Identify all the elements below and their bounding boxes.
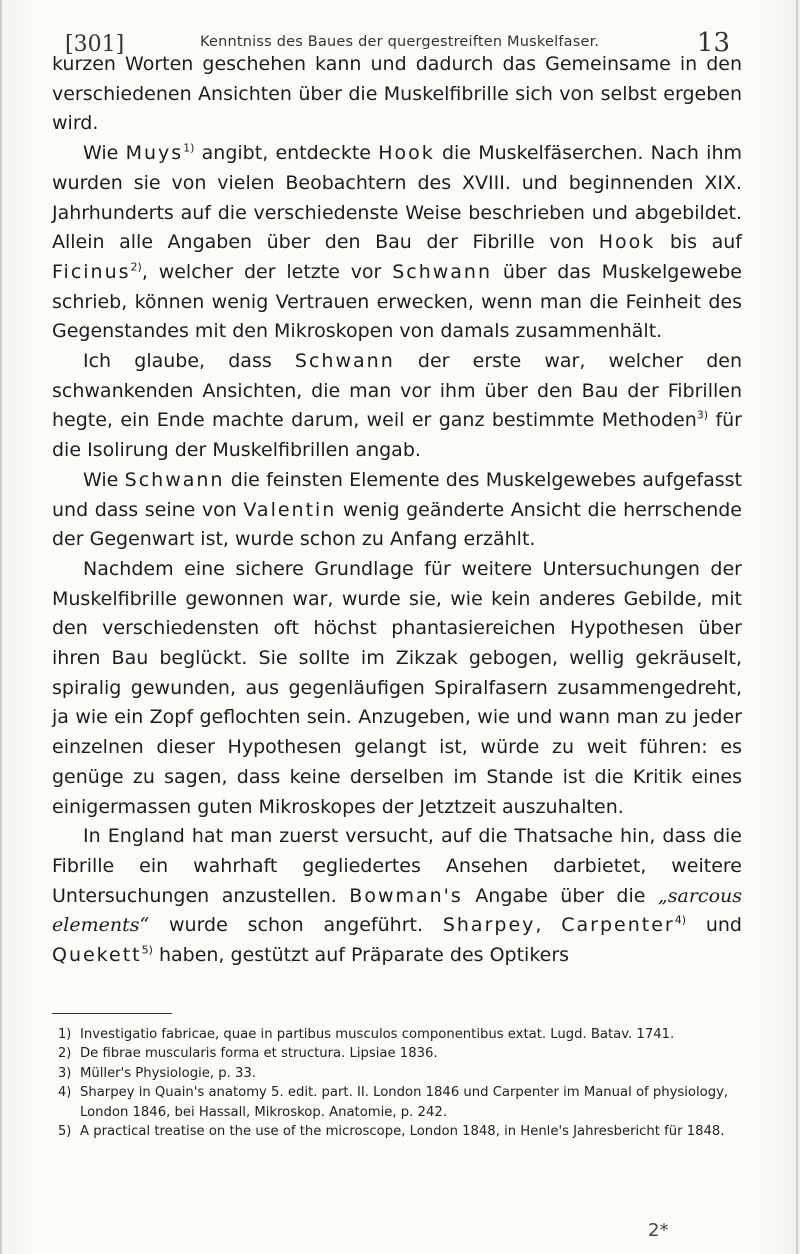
footnote-number: 2) (58, 1046, 72, 1062)
paragraph-text: die feinsten Elemente des Muskelgewebes aufgefasst und dass seine von (52, 468, 742, 521)
footnote (52, 1122, 742, 1141)
paragraph-text: haben, gestützt auf Präparate des Optikers (152, 944, 570, 967)
paragraph (52, 50, 742, 139)
paragraph-text: , welcher der letzte vor (141, 260, 393, 283)
paragraph-text: die Muskelfäserchen. Nach ihm wurden sie von vielen Beobachtern des XVIII. und beginnenden XIX. Jahrhunderts auf die verschiedenste Weise beschrieben und abgebildet. Allein alle Angaben über den Bau der Fibrille von (52, 142, 742, 254)
paragraph-text: Angabe über die (462, 884, 658, 907)
footnote-divider (52, 1013, 172, 1014)
paragraph-text: wurde schon angeführt. (149, 914, 443, 937)
page-left-edge (0, 0, 2, 1254)
footnote (52, 1064, 742, 1083)
author-name: Schwann (124, 468, 225, 491)
paragraph (52, 139, 742, 347)
running-title: Kenntniss des Baues der quergestreiften Muskelfaser. (200, 34, 600, 50)
paragraph-text: und (686, 914, 742, 937)
paragraph-text: Ich glaube, dass (83, 350, 295, 373)
author-name: Carpenter (561, 914, 675, 937)
author-name: Sharpey (442, 914, 536, 937)
footnote-text: Sharpey in Quain's anatomy 5. edit. part. II. London 1846 und Carpenter im Manual of physiology, London 1846, bei Hassall, Mikroskop. Anatomie, p. 242. (80, 1085, 729, 1120)
footnote (52, 1025, 742, 1044)
body-text (52, 50, 742, 971)
footnote-number: 1) (58, 1027, 72, 1042)
paragraph-text: Wie (83, 468, 125, 491)
author-name: Bowman's (349, 884, 463, 907)
page-bracket-number: [301] (65, 32, 125, 57)
paragraph-text: der erste war, welcher den schwankenden Ansichten, die man vor ihm über den Bau der Fibrillen hegte, ein Ende machte darum, weil er ganz bestimmte Methoden (52, 350, 743, 432)
paragraph-text: wenig geänderte Ansicht die herrschende der Gegenwart ist, wurde schon zu Anfang erzählt. (52, 498, 742, 551)
paragraph-text: bis auf (655, 231, 742, 254)
footnote-text: Müller's Physiologie, p. 33. (80, 1065, 256, 1081)
footnotes (52, 1025, 742, 1141)
paragraph-text: Nachdem eine sichere Grundlage für weitere Untersuchungen der Muskelfibrille gewonnen war, wurde sie, wie kein anderes Gebilde, mit den verschiedensten oft höchst phantasiereichen Hypothesen über ihren Bau beglückt. Sie sollte im Zikzak gebogen, wellig gekräuselt, spiralig gewunden, aus gegenläufigen Spiralfasern zusammengedreht, ja wie ein Zopf geflochten sein. Anzugeben, wie und wann man zu jeder einzelnen dieser Hypothesen gelangt ist, würde zu weit führen: es genüge zu sagen, dass keine derselben im Stande ist die Kritik eines einigermassen guten Mikroskopes der Jetztzeit auszuhalten. (52, 557, 742, 818)
page-right-edge (796, 0, 798, 1254)
paragraph-text: angibt, entdeckte (194, 142, 379, 165)
author-name: Ficinus (52, 260, 131, 283)
footnote-number: 4) (58, 1085, 72, 1101)
paragraph-text: über das Muskelgewebe schrieb, können wenig Vertrauen erwecken, wenn man die Feinheit des Gegenstandes mit den Mikroskopen von damals zusammenhält. (52, 260, 742, 343)
paragraph-text: kurzen Worten geschehen kann und dadurch das Gemeinsame in den verschiedenen Ansichten über die Muskelfibrille sich von selbst ergeben wird. (52, 53, 742, 135)
paragraph (52, 555, 742, 822)
paragraph-text: In England hat man zuerst versucht, auf die Thatsache hin, dass die Fibrille ein wahrhaft gegliedertes Ansehen darbietet, weitere Untersuchungen anzustellen. (52, 825, 742, 907)
paragraph (52, 466, 742, 555)
footnote-ref: 3) (696, 409, 709, 423)
footnote (52, 1083, 742, 1122)
footnote-ref: 2) (130, 260, 142, 274)
paragraph (52, 347, 742, 466)
author-name: Muys (125, 142, 184, 165)
paragraph-text: , (535, 914, 562, 937)
footnote-ref: 5) (141, 943, 153, 957)
author-name: Hook (378, 142, 435, 165)
quoted-term: „sarcous elements“ (52, 884, 742, 937)
footnote-number: 3) (58, 1065, 72, 1081)
author-name: Hook (598, 231, 656, 254)
page-number: 13 (696, 28, 730, 58)
signature-mark: 2* (648, 1220, 669, 1241)
author-name: Schwann (392, 260, 493, 283)
author-name: Quekett (52, 944, 142, 967)
paragraph (52, 822, 742, 971)
footnote-text: De fibrae muscularis forma et structura. Lipsiae 1836. (80, 1046, 438, 1062)
footnote-ref: 1) (183, 141, 195, 155)
footnote-text: Investigatio fabricae, quae in partibus musculos componentibus extat. Lugd. Batav. 1741. (80, 1027, 675, 1042)
paragraph-text: für die Isolirung der Muskelfibrillen angab. (52, 409, 742, 462)
author-name: Valentin (243, 498, 337, 521)
author-name: Schwann (294, 350, 395, 373)
footnote-number: 5) (58, 1124, 72, 1140)
footnote-text: A practical treatise on the use of the microscope, London 1848, in Henle's Jahresbericht für 1848. (80, 1124, 725, 1140)
footnote (52, 1044, 742, 1063)
footnote-ref: 4) (674, 914, 687, 928)
paragraph-text: Wie (83, 142, 126, 165)
